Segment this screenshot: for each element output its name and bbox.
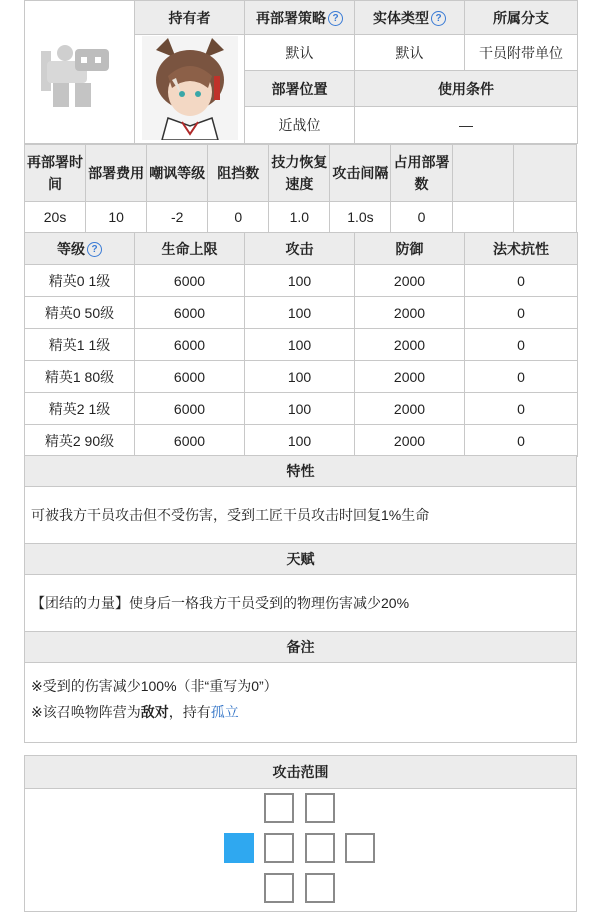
summon-icon: [35, 21, 125, 121]
stat-value: 0: [391, 202, 452, 233]
owner-portrait-cell[interactable]: [135, 35, 245, 144]
table-cell: 100: [245, 425, 355, 457]
table-cell: 0: [465, 297, 578, 329]
talent-text: 【团结的力量】使身后一格我方干员受到的物理伤害减少20%: [24, 575, 577, 632]
stats-table: [24, 144, 577, 233]
res-header: 法术抗性: [465, 233, 578, 265]
condition-header: 使用条件: [355, 71, 578, 107]
owner-portrait[interactable]: [142, 36, 238, 140]
table-cell: 2000: [355, 425, 465, 457]
info-table: [24, 0, 578, 144]
table-cell: 0: [465, 361, 578, 393]
hp-header: 生命上限: [135, 233, 245, 265]
table-row: [25, 329, 578, 361]
table-cell: 精英1 1级: [25, 329, 135, 361]
note-line-1: ※受到的伤害减少100%（非“重写为0”）: [31, 678, 278, 694]
range-grid: [25, 789, 576, 911]
isolated-link[interactable]: 孤立: [210, 704, 239, 720]
table-cell: 6000: [135, 425, 245, 457]
help-icon[interactable]: ?: [87, 242, 102, 257]
position-header: 部署位置: [245, 71, 355, 107]
notes-body: [24, 663, 577, 743]
level-header: 等级 ?: [25, 233, 135, 265]
atk-header: 攻击: [245, 233, 355, 265]
table-cell: 6000: [135, 297, 245, 329]
stat-label: 再部署时间: [25, 145, 86, 202]
stat-label: 阻挡数: [208, 145, 269, 202]
entity-header: 实体类型 ?: [355, 1, 465, 35]
talent-title: 天赋: [24, 544, 577, 575]
table-cell: 6000: [135, 393, 245, 425]
summon-icon-cell: [25, 1, 135, 144]
range-tile: [305, 873, 335, 903]
stat-empty: [513, 145, 576, 202]
self-tile: [224, 833, 254, 863]
range-tile: [264, 793, 294, 823]
table-cell: 100: [245, 297, 355, 329]
level-table: [24, 232, 578, 457]
redeploy-header: 再部署策略 ?: [245, 1, 355, 35]
table-cell: 0: [465, 265, 578, 297]
table-cell: 100: [245, 265, 355, 297]
table-cell: 6000: [135, 361, 245, 393]
stat-value: 0: [208, 202, 269, 233]
branch-value: 干员附带单位: [465, 35, 578, 71]
table-cell: 精英2 90级: [25, 425, 135, 457]
stat-label: 嘲讽等级: [147, 145, 208, 202]
table-cell: 2000: [355, 393, 465, 425]
table-cell: 100: [245, 393, 355, 425]
stat-empty: [452, 145, 513, 202]
table-cell: 2000: [355, 361, 465, 393]
attack-range-title: 攻击范围: [25, 756, 576, 789]
entity-value: 默认: [355, 35, 465, 71]
help-icon[interactable]: ?: [431, 11, 446, 26]
table-row: [25, 361, 578, 393]
range-tile: [305, 833, 335, 863]
table-row: [25, 393, 578, 425]
range-tile: [264, 833, 294, 863]
range-tile: [305, 793, 335, 823]
table-cell: 0: [465, 329, 578, 361]
table-row: [25, 425, 578, 457]
redeploy-value: 默认: [245, 35, 355, 71]
sections: [24, 455, 577, 743]
table-row: [25, 265, 578, 297]
table-cell: 6000: [135, 329, 245, 361]
table-cell: 100: [245, 361, 355, 393]
stat-value: 1.0s: [330, 202, 391, 233]
attack-range-panel: [24, 755, 577, 912]
notes-title: 备注: [24, 632, 577, 663]
trait-title: 特性: [24, 455, 577, 487]
stat-value: 20s: [25, 202, 86, 233]
help-icon[interactable]: ?: [328, 11, 343, 26]
table-cell: 精英0 50级: [25, 297, 135, 329]
stat-value: 1.0: [269, 202, 330, 233]
table-cell: 0: [465, 425, 578, 457]
table-cell: 精英1 80级: [25, 361, 135, 393]
trait-text: 可被我方干员攻击但不受伤害，受到工匠干员攻击时回复1%生命: [24, 487, 577, 544]
table-cell: 2000: [355, 265, 465, 297]
range-tile: [345, 833, 375, 863]
table-cell: 6000: [135, 265, 245, 297]
table-cell: 精英2 1级: [25, 393, 135, 425]
table-cell: 2000: [355, 297, 465, 329]
stat-label: 技力恢复速度: [269, 145, 330, 202]
table-row: [25, 297, 578, 329]
stat-value: 10: [86, 202, 147, 233]
stat-value: -2: [147, 202, 208, 233]
table-cell: 0: [465, 393, 578, 425]
table-cell: 2000: [355, 329, 465, 361]
note-line-2: ※该召唤物阵营为敌对，持有孤立: [31, 704, 239, 720]
stat-label: 攻击间隔: [330, 145, 391, 202]
owner-header: 持有者: [135, 1, 245, 35]
table-cell: 100: [245, 329, 355, 361]
stat-label: 部署费用: [86, 145, 147, 202]
table-cell: 精英0 1级: [25, 265, 135, 297]
faction-value: 敌对: [140, 704, 169, 720]
stat-empty: [452, 202, 513, 233]
position-value: 近战位: [245, 107, 355, 144]
stat-empty: [513, 202, 576, 233]
range-tile: [264, 873, 294, 903]
def-header: 防御: [355, 233, 465, 265]
stat-label: 占用部署数: [391, 145, 452, 202]
condition-value: —: [355, 107, 578, 144]
branch-header: 所属分支: [465, 1, 578, 35]
